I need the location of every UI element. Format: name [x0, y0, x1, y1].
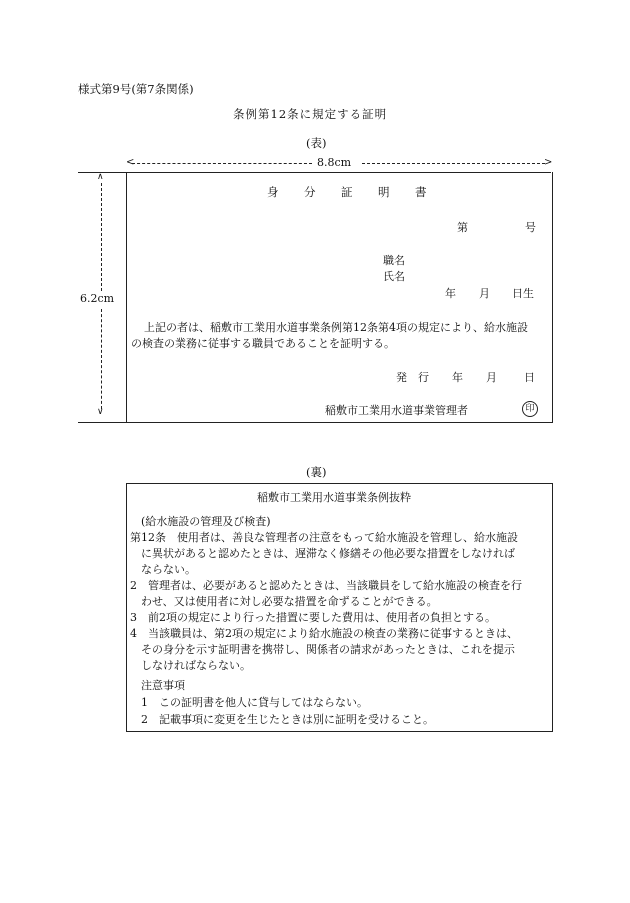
front-label: (表)	[306, 136, 327, 150]
arrow-right-icon: >	[544, 157, 553, 168]
id-card-front	[126, 172, 553, 423]
issue-year: 年	[452, 371, 463, 384]
regulation-line: その身分を示す証明書を携帯し、関係者の請求があったときは、これを提示	[141, 643, 515, 656]
regulation-line: ならない。	[141, 563, 196, 576]
regulation-line: (給水施設の管理及び検査)	[141, 515, 271, 528]
arrow-left-icon: <	[126, 157, 135, 168]
arrow-up-icon: ∧	[97, 172, 104, 182]
heading-char: 身	[267, 185, 279, 199]
birth-month: 月	[479, 287, 490, 300]
width-dim-label: 8.8cm	[317, 156, 352, 169]
arrow-down-icon: ∨	[97, 407, 104, 417]
notes-heading: 注意事項	[141, 679, 185, 692]
document-title: 条例第12条に規定する証明	[233, 107, 388, 121]
back-title: 稲敷市工業用水道事業条例抜粋	[257, 491, 411, 504]
regulation-line: 第12条 使用者は、善良な管理者の注意をもって給水施設を管理し、給水施設	[130, 531, 518, 544]
name-label: 氏名	[383, 270, 405, 283]
width-dimension	[126, 155, 551, 171]
regulation-line: 2 管理者は、必要があると認めたときは、当該職員をして給水施設の検査を行	[130, 579, 522, 592]
note-item: 2 記載事項に変更を生じたときは別に証明を受けること。	[141, 713, 434, 726]
note-item: 1 この証明書を他人に貸与してはならない。	[141, 696, 368, 709]
number-suffix: 号	[525, 221, 536, 234]
width-dim-line-right	[362, 163, 545, 164]
issue-day: 日	[524, 371, 535, 384]
height-dim-label: 6.2cm	[80, 292, 115, 305]
card-body-line: の検査の業務に従事する職員であることを証明する。	[131, 337, 395, 350]
birth-day: 日生	[512, 287, 534, 300]
birth-year: 年	[445, 287, 456, 300]
regulation-line: に異状があると認めたときは、遅滞なく修繕その他必要な措置をしなければ	[141, 547, 515, 560]
id-card-back	[126, 483, 553, 732]
issue-char: 発	[396, 371, 407, 384]
regulation-line: しなければならない。	[141, 659, 251, 672]
heading-char: 書	[415, 185, 427, 199]
card-body-line: 上記の者は、稲敷市工業用水道事業条例第12条第4項の規定により、給水施設	[144, 321, 528, 334]
width-dim-line-left	[132, 163, 312, 164]
regulation-line: 4 当該職員は、第2項の規定により給水施設の検査の業務に従事するときは、	[130, 627, 518, 640]
heading-char: 明	[378, 185, 390, 199]
height-dim-line-top	[101, 183, 102, 291]
regulation-line: 3 前2項の規定により行った措置に要した費用は、使用者の負担とする。	[130, 611, 496, 624]
job-label: 職名	[383, 254, 405, 267]
regulation-line: わせ、又は使用者に対し必要な措置を命ずることができる。	[141, 595, 438, 608]
issue-month: 月	[486, 371, 497, 384]
back-label: (裏)	[306, 465, 327, 479]
heading-char: 証	[341, 185, 353, 199]
issuer-name: 稲敷市工業用水道事業管理者	[325, 404, 468, 417]
front-bottom-border	[78, 422, 126, 423]
height-dim-line-bottom	[101, 309, 102, 409]
number-prefix: 第	[457, 221, 468, 234]
seal-mark: 印	[522, 401, 538, 417]
heading-char: 分	[304, 185, 316, 199]
issue-char: 行	[418, 371, 429, 384]
form-number: 様式第9号(第7条関係)	[78, 82, 194, 96]
